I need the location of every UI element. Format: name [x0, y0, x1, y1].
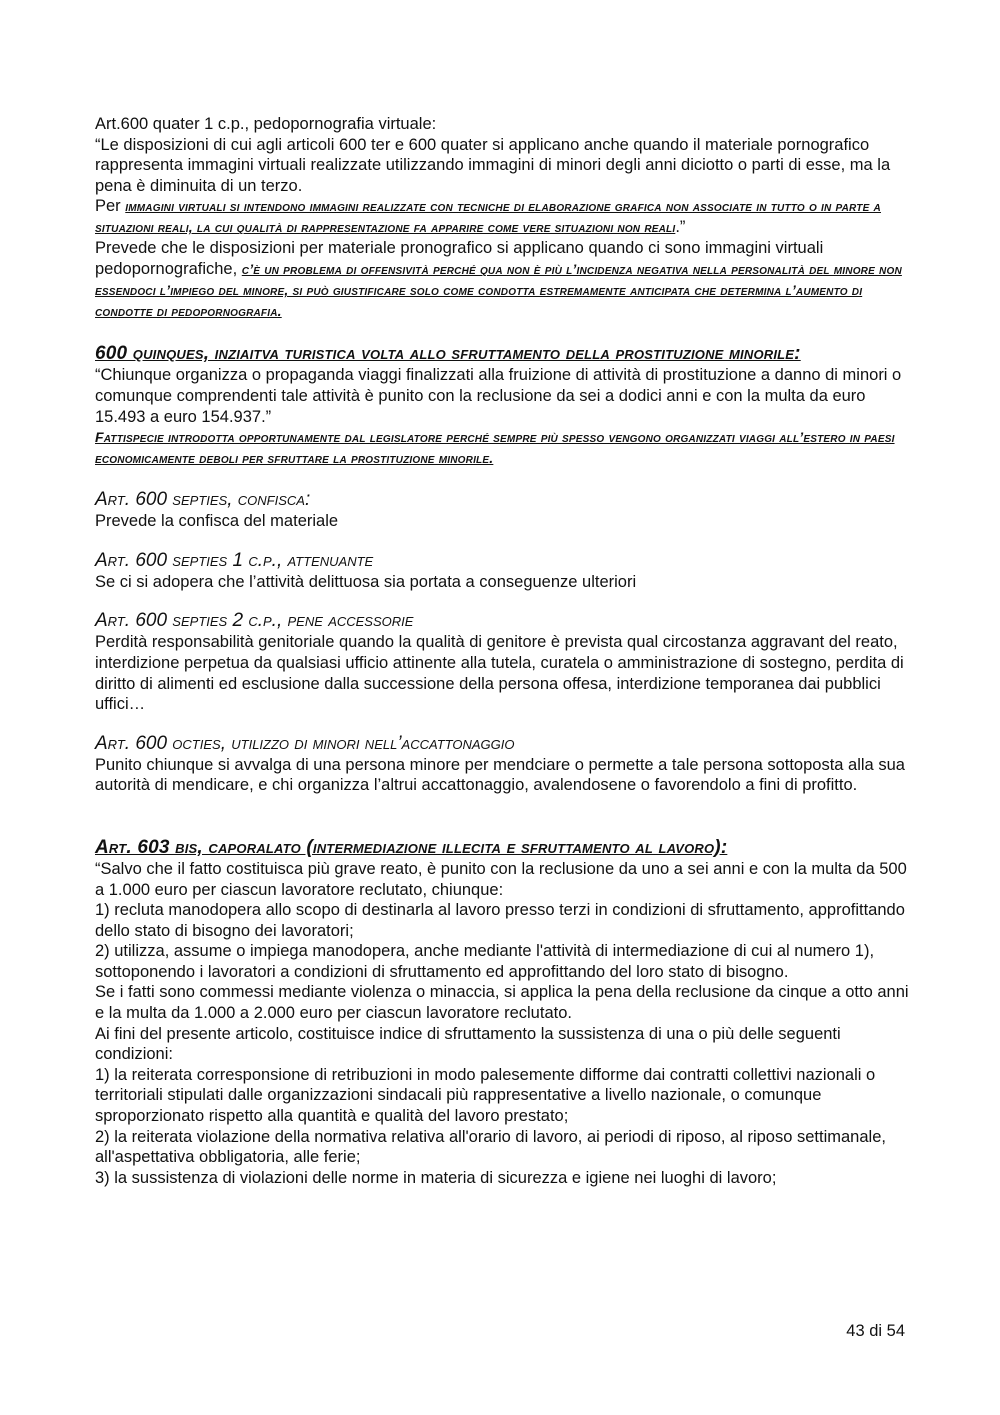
spacer	[95, 469, 910, 489]
section-heading-600-quinques: 600 quinques, inziaitva turistica volta allo sfruttamento della prostituzione minorile:	[95, 343, 801, 365]
body-paragraph: 2) utilizza, assume o impiega manodopera, anche mediante l'attività di intermediazione di cui al numero 1), sottoponendo i lavoratori a condizioni di sfruttamento ed approfittando del loro stato di bisogno.	[95, 942, 875, 981]
definition-paragraph	[95, 196, 910, 238]
section-heading-600-octies: Art. 600 octies, utilizzo di minori nell’accattonaggio	[95, 732, 515, 754]
body-paragraph: “Salvo che il fatto costituisca più grave reato, è punito con la reclusione da uno a sei anni e con la multa da 500 a 1.000 euro per ciascun lavoratore reclutato, chiunque:	[95, 859, 907, 899]
comment-prefix: Prevede che le disposizioni per materiale pronografico si applicano quando ci sono immagini virtuali pedopornografiche,	[95, 239, 824, 279]
article-quote: “Le disposizioni di cui agli articoli 600 ter e 600 quater si applicano anche quando il materiale pornografico rappresenta immagini virtuali realizzate utilizzando immagini di minori degli anni diciotto o parti di esse, ma la pena è diminuita di un terzo.	[95, 135, 891, 195]
section-body: Perdità responsabilità genitoriale quando la qualità di genitore è prevista qual circostanza aggravant del reato, interdizione perpetua da qualsiasi ufficio attinente alla tutela, curatela o amministrazione di sostegno, perdita di diritto di alimenti ed esclusione dalla successione della persona offesa, interdizione temporanea dai pubblici uffici…	[95, 633, 904, 714]
section-body: Punito chiunque si avvalga di una persona minore per mendciare o permette a tale persona sottoposta alla sua autorità di mendicare, e chi organizza l’altrui accattonaggio, avalendosene o favorendolo a fini di profitto.	[95, 755, 905, 795]
body-paragraph: 1) la reiterata corresponsione di retribuzioni in modo palesemente difforme dai contratti collettivi nazionali o territoriali stipulati dalle organizzazioni sindacali più rappresentative a livello nazionale, o comunque sproporzionato rispetto alla quantità e qualità del lavoro prestato;	[95, 1065, 876, 1126]
spacer	[95, 532, 910, 550]
spacer	[95, 322, 910, 342]
comment-paragraph	[95, 238, 910, 322]
definition-suffix: .”	[675, 218, 686, 237]
document-page	[95, 114, 910, 1188]
body-paragraph: Ai fini del presente articolo, costituisce indice di sfruttamento la sussistenza di una o più delle seguenti condizioni:	[95, 1024, 841, 1064]
section-heading-600-septies-1: Art. 600 septies 1 c.p., attenuante	[95, 549, 374, 571]
comment-emphasis: c’è un problema di offensività perché qua non è più l’incidenza negativa nella personalità del minore non essendoci l’impiego del minore, si può giustificare solo come condotta estremamente anticipata che determina l’aumento di condotte di pedopornografia.	[95, 261, 902, 320]
spacer	[95, 592, 910, 610]
spacer	[95, 715, 910, 733]
comment-emphasis: Fattispecie introdotta opportunamente dal legislatore perché sempre più spesso vengono organizzati viaggi all’estero in paesi economicamente deboli per sfruttare la prostituzione minorile.	[95, 429, 895, 467]
definition-prefix: Per	[95, 197, 126, 216]
section-heading-600-septies-2: Art. 600 septies 2 c.p., pene accessorie	[95, 610, 414, 632]
spacer	[95, 796, 910, 836]
page-number: 43 di 54	[846, 1322, 905, 1340]
body-paragraph: Se i fatti sono commessi mediante violenza o minaccia, si applica la pena della reclusione da cinque a otto anni e la multa da 1.000 a 2.000 euro per ciascun lavoratore reclutato.	[95, 983, 909, 1023]
section-body: Se ci si adopera che l’attività delittuosa sia portata a conseguenze ulteriori	[95, 572, 637, 591]
section-heading-603-bis: Art. 603 bis, caporalato (intermediazione illecita e sfruttamento al lavoro):	[95, 836, 728, 858]
section-body: Prevede la confisca del materiale	[95, 512, 339, 531]
definition-emphasis: immagini virtuali si intendono immagini realizzate con tecniche di elaborazione grafica non associate in tutto o in parte a situazioni reali, la cui qualità di rappresentazione fa apparire come vere situazioni non reali	[95, 198, 881, 236]
body-paragraph: 3) la sussistenza di violazioni delle norme in materia di sicurezza e igiene nei luoghi di lavoro;	[95, 1168, 777, 1187]
body-paragraph: 1) recluta manodopera allo scopo di destinarla al lavoro presso terzi in condizioni di sfruttamento, approfittando dello stato di bisogno dei lavoratori;	[95, 901, 905, 940]
section-heading-600-septies: Art. 600 septies, confisca:	[95, 489, 311, 511]
article-quote: “Chiunque organizza o propaganda viaggi finalizzati alla fruizione di attività di prostituzione a danno di minori o comunque comprendenti tale attività è punito con la reclusione da sei a dodici anni e con la multa da euro 15.493 a euro 154.937.”	[95, 366, 902, 426]
section-heading-600-quater-1: Art.600 quater 1 c.p., pedopornografia virtuale:	[95, 115, 437, 133]
body-paragraph: 2) la reiterata violazione della normativa relativa all'orario di lavoro, ai periodi di riposo, al riposo settimanale, all'aspettativa obbligatoria, alle ferie;	[95, 1127, 886, 1167]
